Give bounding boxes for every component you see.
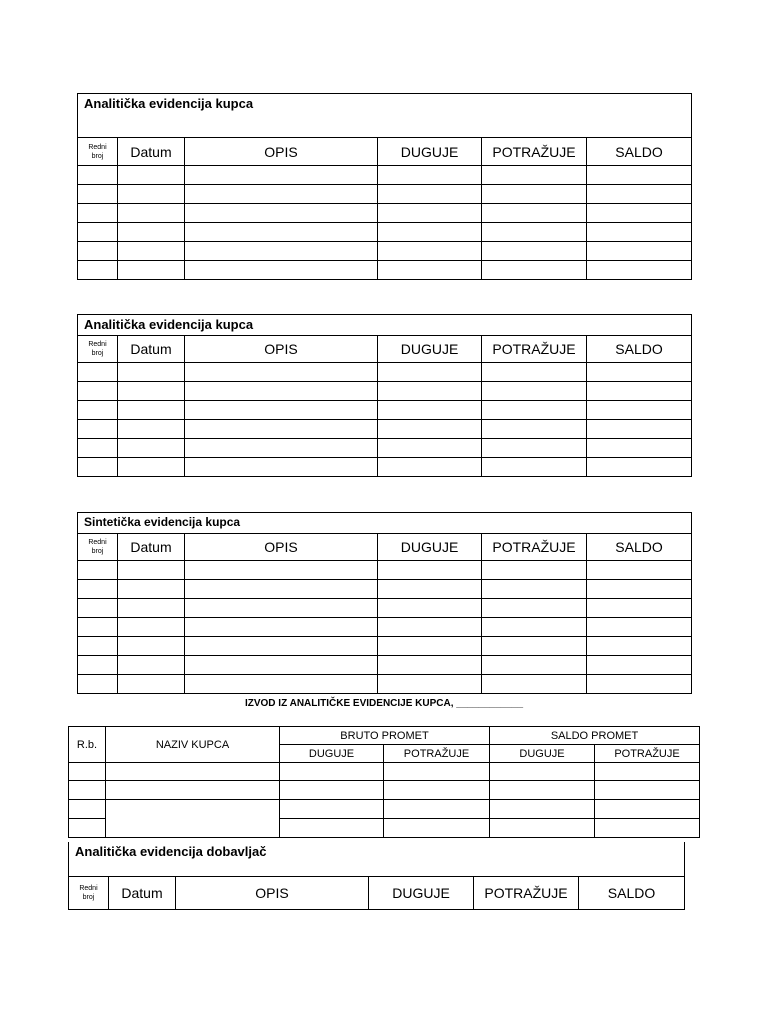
datum-header: Datum	[109, 876, 176, 909]
potrazuje-header: POTRAŽUJE	[482, 138, 587, 166]
table-row	[78, 420, 692, 439]
table-row	[78, 439, 692, 458]
saldo-header: SALDO	[587, 534, 692, 561]
header-row	[78, 336, 692, 363]
saldo-promet-header: SALDO PROMET	[490, 727, 700, 745]
datum-header: Datum	[118, 138, 185, 166]
redni-broj-header: Redni broj	[78, 534, 118, 561]
kupac-ledger-table-2	[77, 314, 692, 477]
header-row	[69, 876, 685, 909]
bruto-potrazuje-header: POTRAŽUJE	[384, 745, 490, 763]
duguje-header: DUGUJE	[378, 534, 482, 561]
dobavljac-ledger-table	[68, 842, 685, 910]
header-row	[78, 534, 692, 561]
saldo-potrazuje-header: POTRAŽUJE	[595, 745, 700, 763]
table-row	[78, 599, 692, 618]
table-row	[78, 675, 692, 694]
kupac-ledger-table-1	[77, 93, 692, 280]
bruto-duguje-header: DUGUJE	[280, 745, 384, 763]
potrazuje-header: POTRAŽUJE	[482, 336, 587, 363]
potrazuje-header: POTRAŽUJE	[474, 876, 579, 909]
redni-broj-header: Redni broj	[78, 336, 118, 363]
redni-broj-header: Redni broj	[78, 138, 118, 166]
table-row	[78, 637, 692, 656]
datum-header: Datum	[118, 534, 185, 561]
izvod-title: IZVOD IZ ANALITIČKE EVIDENCIJE KUPCA, ____________	[244, 698, 524, 709]
table-row	[69, 781, 700, 800]
naziv-kupca-header: NAZIV KUPCA	[106, 727, 280, 763]
table-row	[78, 363, 692, 382]
table-row	[78, 401, 692, 420]
table-row	[69, 800, 700, 819]
opis-header: OPIS	[185, 138, 378, 166]
table-title: Analitička evidencija kupca	[78, 94, 692, 138]
opis-header: OPIS	[185, 534, 378, 561]
header-row	[78, 138, 692, 166]
saldo-header: SALDO	[587, 138, 692, 166]
duguje-header: DUGUJE	[369, 876, 474, 909]
duguje-header: DUGUJE	[378, 336, 482, 363]
table-row	[78, 204, 692, 223]
saldo-duguje-header: DUGUJE	[490, 745, 595, 763]
table-row	[78, 166, 692, 185]
table-title: Sintetička evidencija kupca	[78, 513, 692, 534]
table-row	[78, 261, 692, 280]
opis-header: OPIS	[185, 336, 378, 363]
table-row	[78, 185, 692, 204]
opis-header: OPIS	[176, 876, 369, 909]
izvod-table	[68, 726, 700, 838]
table-row	[78, 242, 692, 261]
saldo-header: SALDO	[587, 336, 692, 363]
rb-header: R.b.	[69, 727, 106, 763]
table-row	[78, 656, 692, 675]
table-row	[69, 763, 700, 781]
potrazuje-header: POTRAŽUJE	[482, 534, 587, 561]
saldo-header: SALDO	[579, 876, 685, 909]
table-row	[78, 580, 692, 599]
datum-header: Datum	[118, 336, 185, 363]
table-row	[78, 618, 692, 637]
duguje-header: DUGUJE	[378, 138, 482, 166]
table-row	[78, 561, 692, 580]
table-row	[78, 223, 692, 242]
redni-broj-header: Redni broj	[69, 876, 109, 909]
bruto-promet-header: BRUTO PROMET	[280, 727, 490, 745]
table-title: Analitička evidencija dobavljač	[69, 842, 685, 876]
table-row	[78, 458, 692, 477]
sinteticka-ledger-table	[77, 512, 692, 694]
table-row	[78, 382, 692, 401]
table-title: Analitička evidencija kupca	[78, 315, 692, 336]
